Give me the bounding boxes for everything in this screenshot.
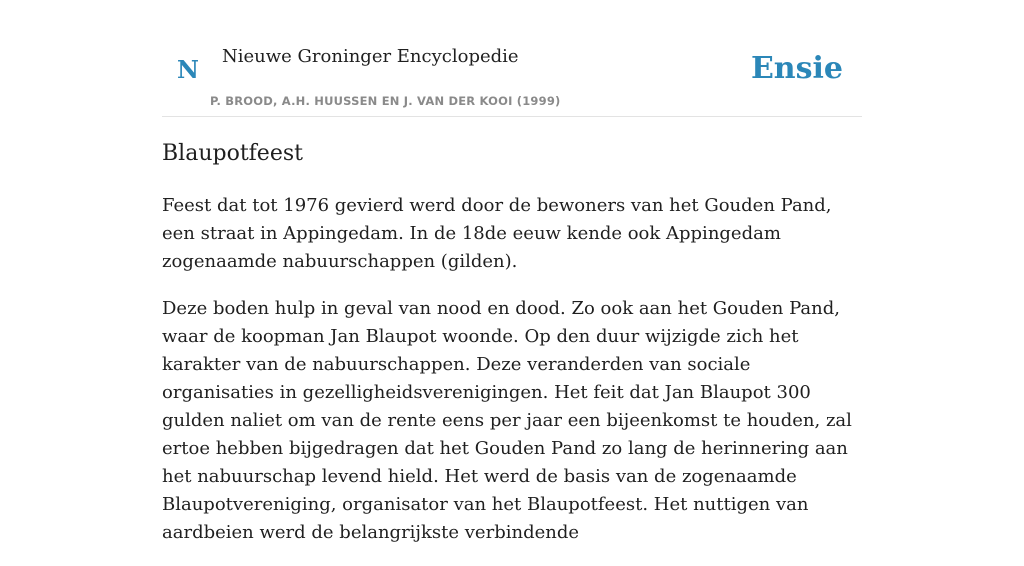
- entry-title: Blaupotfeest: [162, 141, 303, 166]
- entry-paragraph-1: Feest dat tot 1976 gevierd werd door de bewoners van het Gouden Pand, een straat in Appingedam. In de 18de eeuw kende ook Appingedam zogenaamde nabuurschappen (gilden).: [162, 195, 832, 272]
- entry-paragraph-2: Deze boden hulp in geval van nood en dood. Zo ook aan het Gouden Pand, waar de koopman Jan Blaupot woonde. Op den duur wijzigde zich het karakter van de nabuurschappen. Deze veranderden van sociale organisaties in gezelligheidsverenigingen. Het feit dat Jan Blaupot 300 gulden naliet om van de rente eens per jaar een bijeenkomst te houden, zal ertoe hebben bijgedragen dat het Gouden Pand zo lang de herinnering aan het nabuurschap levend hield. Het werd de basis van de zogenaamde Blaupotvereniging, organisator van het Blaupotfeest. Het nuttigen van aardbeien werd de belangrijkste verbindende: [162, 298, 852, 543]
- source-header: [162, 0, 862, 117]
- ensie-logo-link[interactable]: Ensie: [750, 51, 843, 86]
- source-logo[interactable]: N: [177, 55, 199, 84]
- source-authors: P. BROOD, A.H. HUUSSEN EN J. VAN DER KOOI (1999): [210, 94, 561, 108]
- source-title-link[interactable]: Nieuwe Groninger Encyclopedie: [222, 46, 519, 67]
- entry-body: [162, 192, 862, 566]
